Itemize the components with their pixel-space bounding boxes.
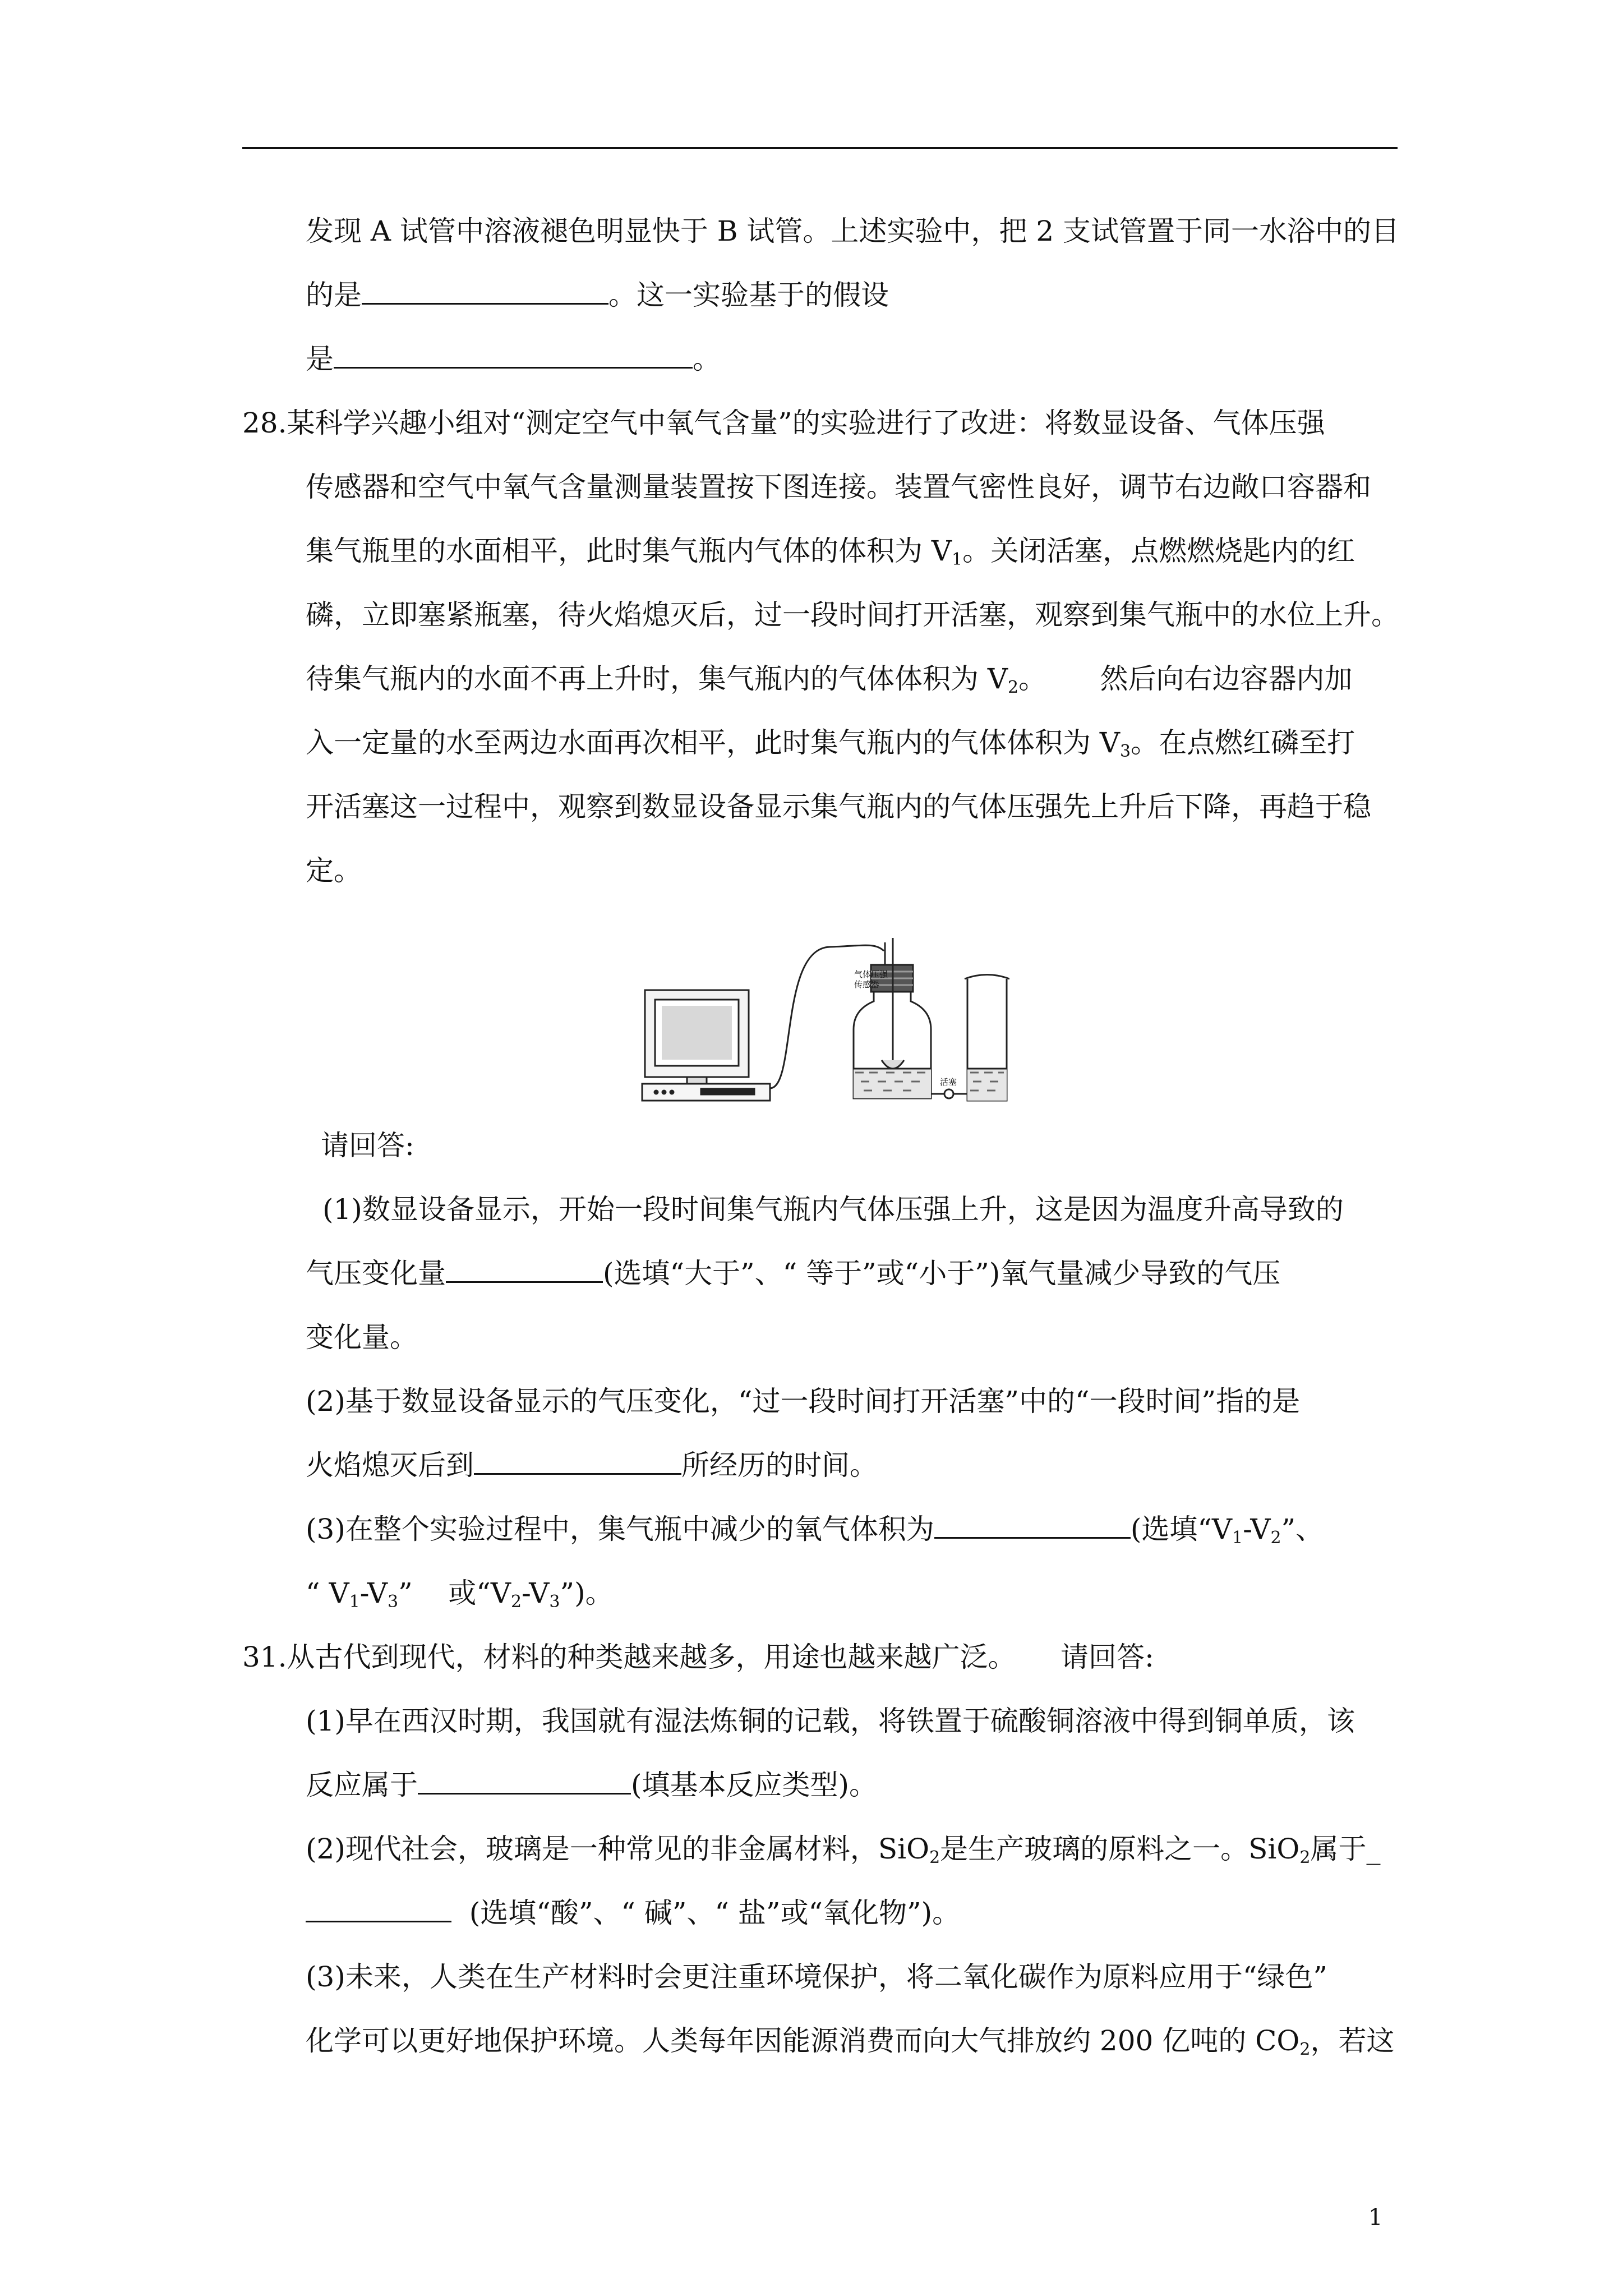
q31-p1-line-1: (1)早在西汉时期，我国就有湿法炼铜的记载，将铁置于硫酸铜溶液中得到铜单质，该 [306, 1705, 1355, 1737]
q27-line-2: 的是 。这一实验基于的假设 [306, 277, 889, 313]
computer-base-icon [642, 1084, 770, 1101]
q28-p2-line-2: 火焰熄灭后到 所经历的时间。 [306, 1447, 878, 1483]
answer-blank[interactable] [418, 1767, 631, 1795]
answer-blank[interactable] [934, 1511, 1131, 1539]
q28-p2-line-1: (2)基于数显设备显示的气压变化，“过一段时间打开活塞”中的“一段时间”指的是 [306, 1385, 1301, 1418]
q31-p1-line-2: 反应属于 (填基本反应类型)。 [306, 1767, 877, 1803]
apparatus-drawing [639, 926, 1009, 1105]
answer-blank[interactable] [306, 1895, 451, 1922]
q28-line-4: 磷，立即塞紧瓶塞，待火焰熄灭后，过一段时间打开活塞，观察到集气瓶中的水位上升。 [306, 599, 1399, 631]
q28-ask: 请回答: [321, 1129, 414, 1162]
valve-icon [931, 1089, 967, 1098]
q28-p3-line-1: (3)在整个实验过程中，集气瓶中减少的氧气体积为 (选填“$V_1-V_2$”、 [306, 1511, 1324, 1547]
header-rule [242, 147, 1398, 149]
answer-blank[interactable] [474, 1447, 681, 1475]
q27-line-1: 发现 A 试管中溶液褪色明显快于 B 试管。上述实验中，把 2 支试管置于同一水浴中的目 [306, 215, 1400, 247]
page-number: 1 [1368, 2205, 1383, 2230]
valve-label: 活塞 [940, 1077, 957, 1087]
cable-line [770, 945, 884, 1088]
q31-p3-line-1: (3)未来，人类在生产材料时会更注重环境保护，将二氧化碳作为原料应用于“绿色” [306, 1961, 1327, 1993]
q28-line-5: 待集气瓶内的水面不再上升时，集气瓶内的气体体积为 $V_2$。 然后向右边容器内加 [306, 662, 1353, 697]
computer-monitor-icon [645, 990, 749, 1084]
q28-p1-line-3: 变化量。 [306, 1321, 418, 1354]
q28-line-1: 28.某科学兴趣小组对“测定空气中氧气含量”的实验进行了改进：将数显设备、气体压强 [242, 407, 1325, 439]
apparatus-figure [639, 926, 1009, 1105]
q28-p3-line-2: “ $V_1-V_3$” 或“$V_2-V_3$”)。 [306, 1577, 614, 1612]
q28-line-3: 集气瓶里的水面相平，此时集气瓶内气体的体积为 $V_1$。关闭活塞，点燃燃烧匙内的红 [306, 535, 1355, 569]
answer-blank[interactable] [334, 341, 693, 369]
answer-blank[interactable] [446, 1255, 603, 1283]
q28-p1-line-1: (1)数显设备显示，开始一段时间集气瓶内气体压强上升，这是因为温度升高导致的 [322, 1193, 1344, 1226]
q28-p1-line-2: 气压变化量 (选填“大于”、“ 等于”或“小于”)氧气量减少导致的气压 [306, 1255, 1280, 1291]
q31-line-1: 31.从古代到现代，材料的种类越来越多，用途也越来越广泛。 请回答: [242, 1641, 1154, 1673]
sensor-label: 气体压强 [854, 969, 888, 979]
q28-line-2: 传感器和空气中氧气含量测量装置按下图连接。装置气密性良好，调节右边敞口容器和 [306, 471, 1371, 503]
open-container-icon [965, 975, 1009, 1101]
answer-blank[interactable] [362, 277, 608, 305]
q28-line-6: 入一定量的水至两边水面再次相平，此时集气瓶内的气体体积为 $V_3$。在点燃红磷至打 [306, 726, 1355, 761]
q31-p3-line-2: 化学可以更好地保护环境。人类每年因能源消费而向大气排放约 200 亿吨的 $CO_2$，若这 [306, 2024, 1395, 2059]
q28-line-8: 定。 [306, 854, 362, 887]
svg-text:传感器: 传感器 [854, 979, 880, 990]
gas-bottle-icon [854, 938, 931, 1098]
q31-p2-line-2: (选填“酸”、“ 碱”、“ 盐”或“氧化物”)。 [306, 1895, 960, 1931]
q28-line-7: 开活塞这一过程中，观察到数显设备显示集气瓶内的气体压强先上升后下降，再趋于稳 [306, 790, 1371, 823]
q27-line-3: 是 。 [306, 341, 721, 377]
q31-p2-line-1: (2)现代社会，玻璃是一种常见的非金属材料，SiO$_2$是生产玻璃的原料之一。SiO$_2$属于_ [306, 1833, 1381, 1867]
